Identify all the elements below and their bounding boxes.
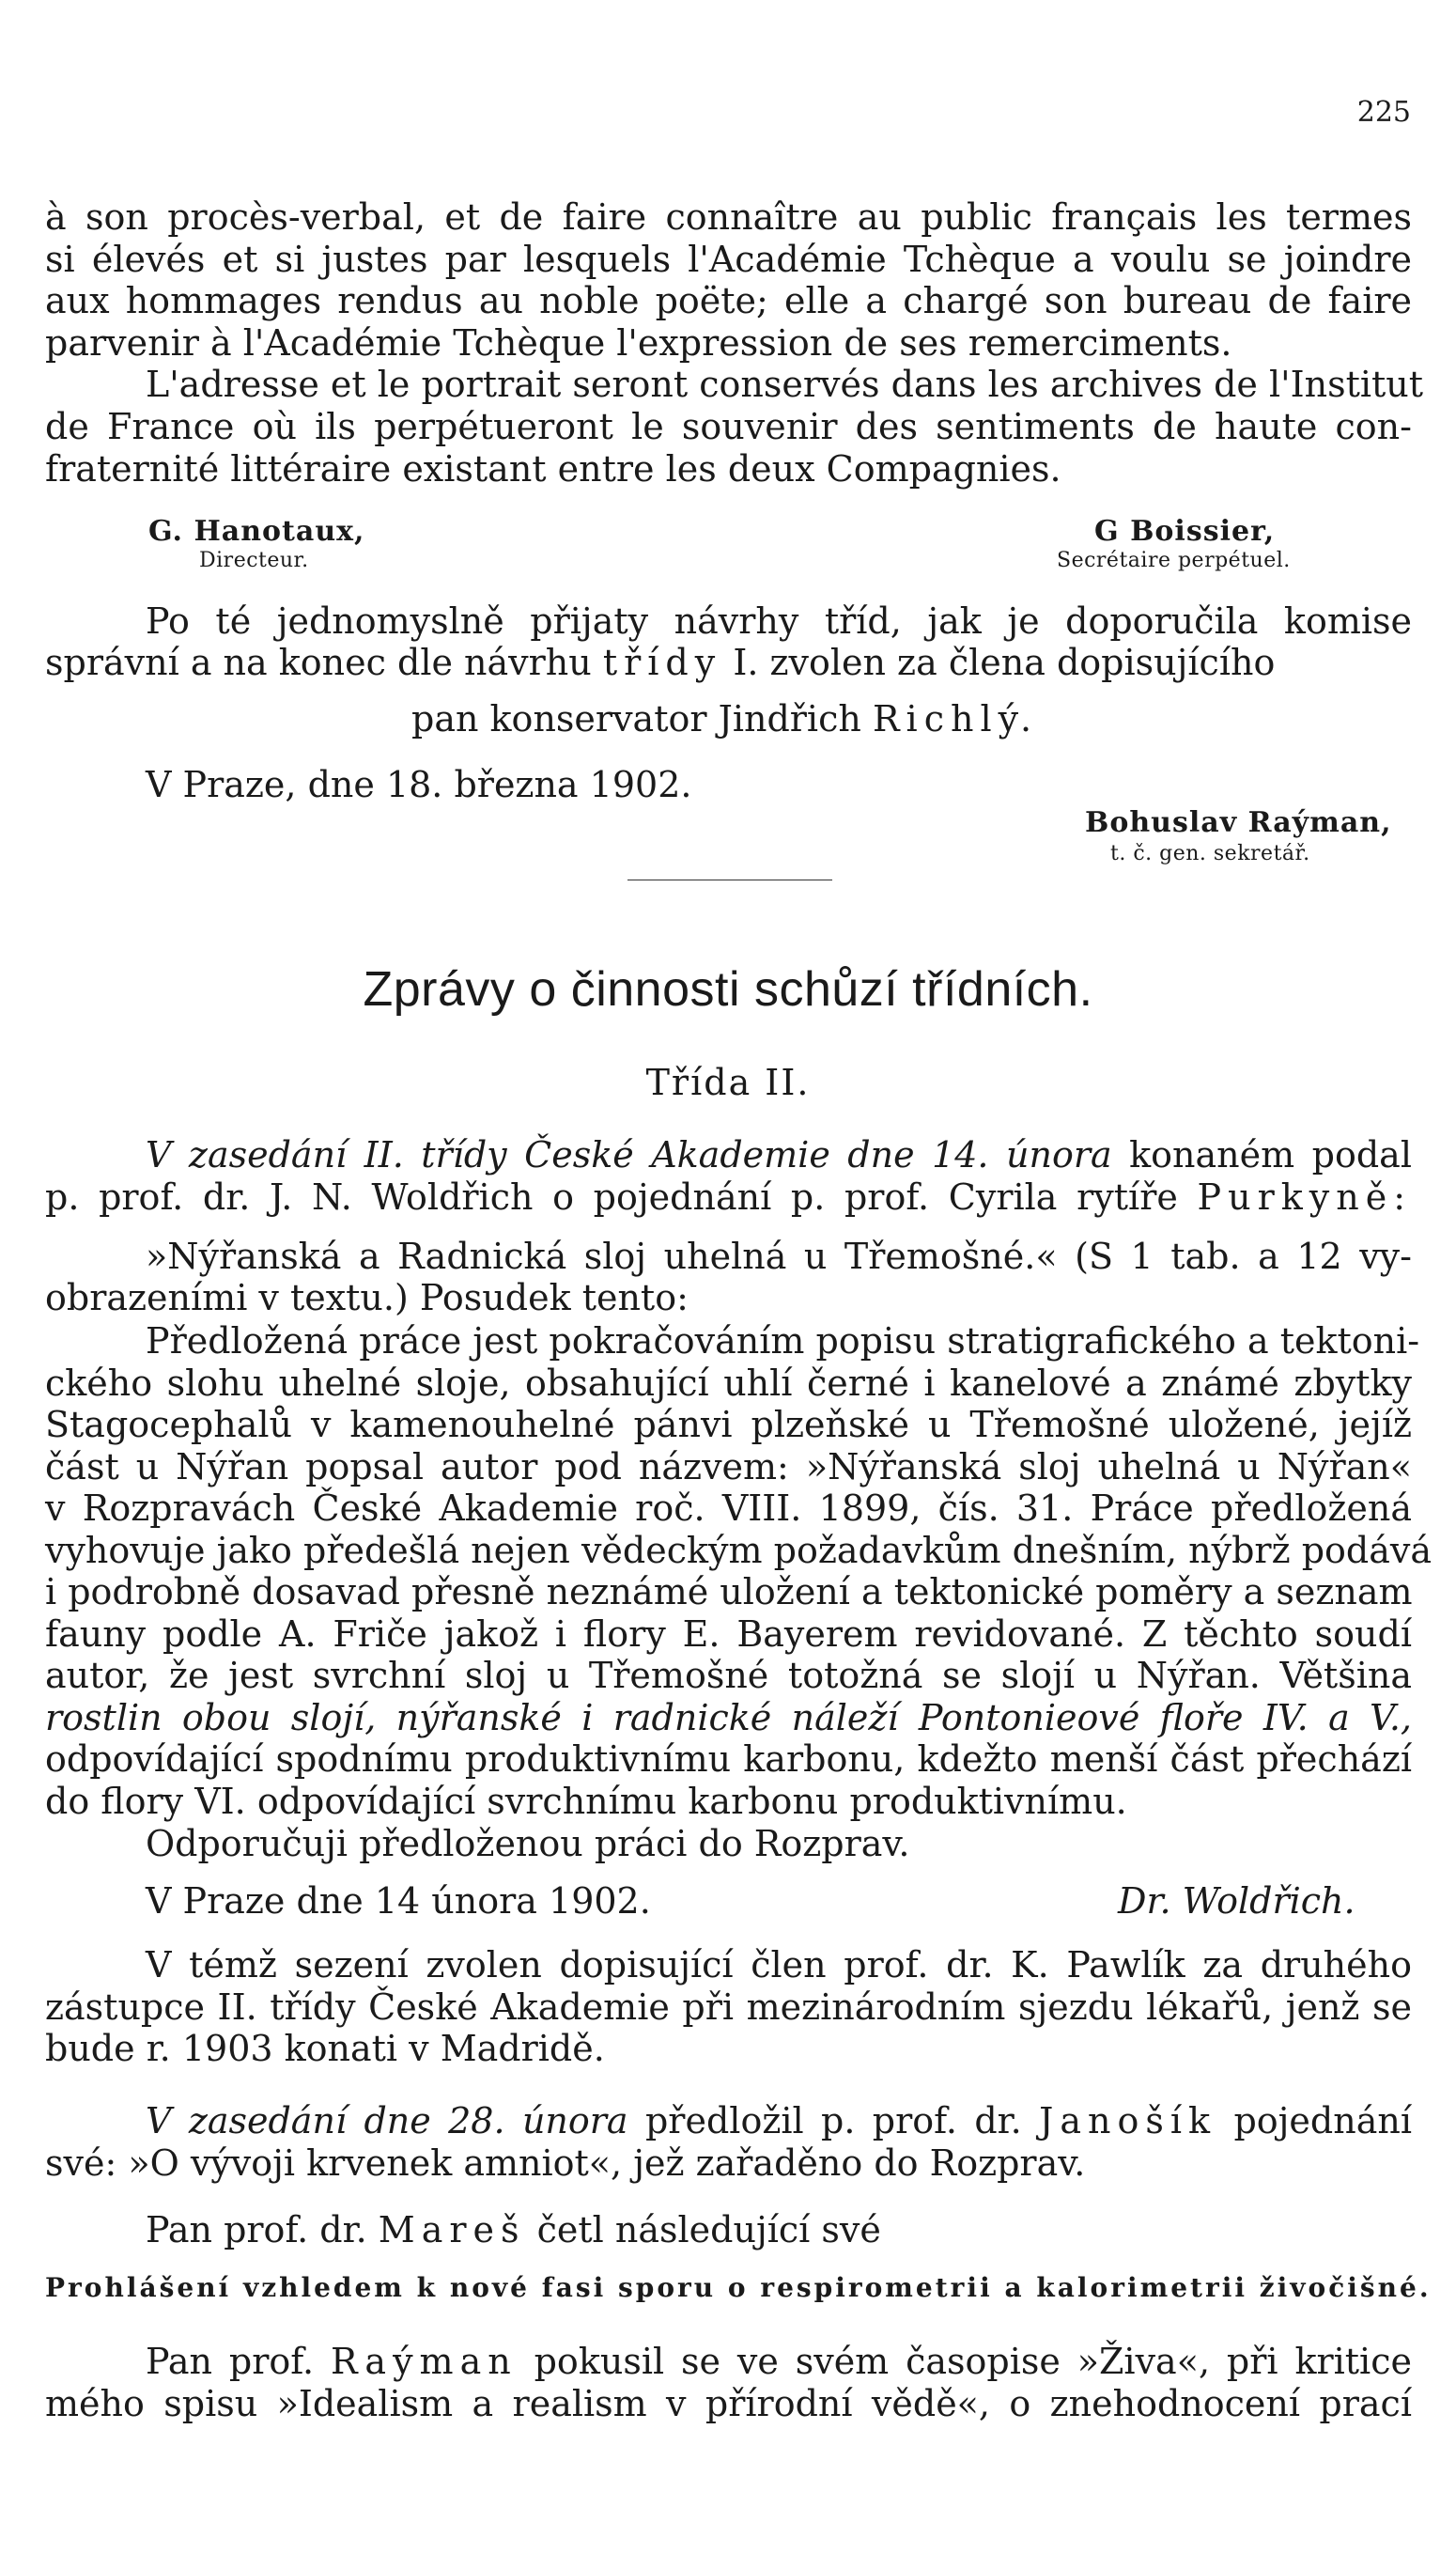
signature-left-role: Directeur. — [199, 549, 309, 572]
text-line — [45, 641, 1412, 684]
text-line: de France où ils perpétueront le souvenir des sentiments de haute con- — [45, 406, 1412, 447]
text-line: aux hommages rendus au noble poëte; elle a chargé son bureau de faire — [45, 280, 1412, 321]
text-line — [146, 2208, 881, 2251]
text-span: pojednání — [1233, 2100, 1412, 2141]
text-line — [146, 2099, 1412, 2142]
spaced-word: Raýman — [330, 2341, 518, 2382]
text-span: konaném podal — [1129, 1134, 1412, 1176]
text-line — [146, 2340, 1412, 2383]
text-line: zástupce II. třídy České Akademie při mezinárodním sjezdu lékařů, jenž se — [45, 1986, 1412, 2028]
text-line: Odporučuji předloženou práci do Rozprav. — [146, 1823, 910, 1864]
signature-left-name: G. Hanotaux, — [148, 515, 365, 548]
text-line: L'adresse et le portrait seront conservés dans les archives de l'Institut — [146, 364, 1424, 405]
text-line: fraternité littéraire existant entre les deux Compagnies. — [45, 448, 1061, 490]
section-title: Zprávy o činnosti schůzí třídních. — [363, 962, 1093, 1017]
italic-span: V zasedání dne 28. února — [146, 2100, 628, 2141]
text-line: bude r. 1903 konati v Madridě. — [45, 2028, 605, 2069]
text-line: Stagocephalů v kamenouhelné pánvi plzeňské u Třemošné uložené, jejíž — [45, 1404, 1412, 1445]
text-line: à son procès-verbal, et de faire connaître au public français les termes — [45, 196, 1412, 238]
text-line: V témž sezení zvolen dopisující člen prof. dr. K. Pawlík za druhého — [146, 1944, 1412, 1986]
text-line: obrazeními v textu.) Posudek tento: — [45, 1277, 689, 1318]
text-span: Pan prof. — [146, 2341, 315, 2382]
signature-right-role: Secrétaire perpétuel. — [1057, 549, 1291, 572]
text-span: I. zvolen za člena dopisujícího — [733, 642, 1276, 683]
text-line — [146, 1133, 1412, 1176]
text-line: část u Nýřan popsal autor pod názvem: »Nýřanská sloj uhelná u Nýřan« — [45, 1446, 1412, 1487]
class-title: Třída II. — [645, 1062, 811, 1103]
declaration-title: Prohlášení vzhledem k nové fasi sporu o respirometrii a kalorimetrii živočišné. — [45, 2272, 1432, 2303]
text-span: pan konservator Jindřich — [411, 698, 861, 740]
spaced-word: třídy — [602, 642, 722, 683]
text-line: své: »O vývoji krvenek amniot«, jež zařaděno do Rozprav. — [45, 2142, 1086, 2184]
text-line: odpovídající spodnímu produktivnímu karbonu, kdežto menší část přechází — [45, 1738, 1412, 1780]
secretary-name: Bohuslav Raýman, — [1085, 806, 1392, 839]
text-span: pokusil se ve svém časopise »Živa«, při kritice — [534, 2341, 1412, 2382]
text-line: rostlin obou slojí, nýřanské i radnické náleží Pontonieové floře IV. a V., — [45, 1697, 1412, 1738]
text-line: si élevés et si justes par lesquels l'Académie Tchèque a voulu se joindre — [45, 239, 1412, 280]
text-span: správní a na konec dle návrhu — [45, 642, 592, 683]
date-line: V Praze, dne 18. března 1902. — [146, 764, 692, 805]
spaced-word: Purkyně: — [1197, 1176, 1412, 1218]
text-line: parvenir à l'Académie Tchèque l'expression de ses remerciments. — [45, 322, 1232, 364]
member-name-line — [411, 697, 1038, 740]
text-span: Pan prof. dr. — [146, 2209, 367, 2250]
signature-right-name: G Boissier, — [1094, 515, 1276, 548]
text-span: četl následující své — [536, 2209, 881, 2250]
text-line: do flory VI. odpovídající svrchnímu karbonu produktivnímu. — [45, 1781, 1127, 1822]
report-signature: Dr. Woldřich. — [1118, 1880, 1355, 1922]
spaced-word: Mareš — [378, 2209, 526, 2250]
text-span: p. prof. dr. J. N. Woldřich o pojednání p. prof. Cyrila rytíře — [45, 1176, 1178, 1218]
spaced-word: Richlý. — [872, 698, 1039, 740]
italic-span: V zasedání II. třídy České Akademie dne 14. února — [146, 1134, 1112, 1176]
text-line: Předložená práce jest pokračováním popisu stratigrafického a tektoni- — [146, 1320, 1420, 1362]
text-line: v Rozpravách České Akademie roč. VIII. 1899, čís. 31. Práce předložená — [45, 1487, 1412, 1529]
text-line: autor, že jest svrchní sloj u Třemošné totožná se slojí u Nýřan. Většina — [45, 1655, 1412, 1696]
text-line: vyhovuje jako předešlá nejen vědeckým požadavkům dnešním, nýbrž podává — [45, 1530, 1433, 1571]
text-line: fauny podle A. Friče jakož i flory E. Bayerem revidované. Z těchto soudí — [45, 1613, 1412, 1655]
secretary-role: t. č. gen. sekretář. — [1110, 842, 1310, 865]
text-line: »Nýřanská a Radnická sloj uhelná u Třemošné.« (S 1 tab. a 12 vy- — [146, 1236, 1412, 1277]
text-line — [45, 1176, 1412, 1219]
report-date: V Praze dne 14 února 1902. — [146, 1880, 651, 1922]
text-line: ckého slohu uhelné sloje, obsahující uhlí černé i kanelové a známé zbytky — [45, 1363, 1412, 1404]
text-line: i podrobně dosavad přesně neznámé uložení a tektonické poměry a seznam — [45, 1571, 1413, 1612]
text-span: předložil p. prof. dr. — [644, 2100, 1022, 2141]
text-line: mého spisu »Idealism a realism v přírodní vědě«, o znehodnocení prací — [45, 2383, 1412, 2424]
text-line: Po té jednomyslně přijaty návrhy tříd, jak je doporučila komise — [146, 600, 1412, 642]
spaced-word: Janošík — [1039, 2100, 1217, 2141]
page-number: 225 — [1356, 96, 1411, 129]
